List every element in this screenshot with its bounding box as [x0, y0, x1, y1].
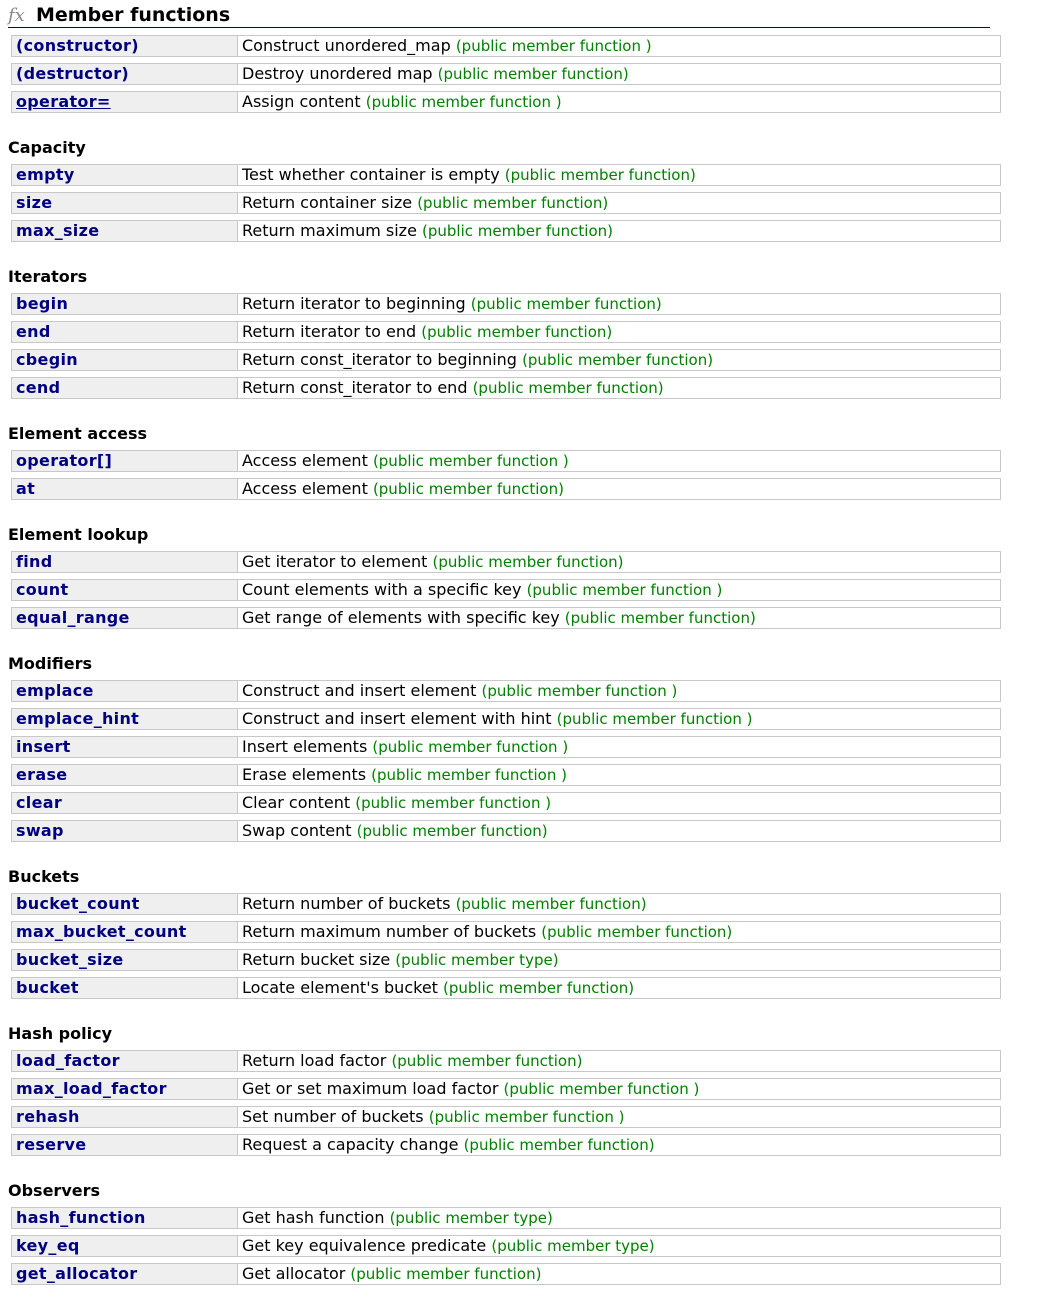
member-description [238, 92, 1000, 112]
table-row [11, 450, 1001, 472]
member-name-link[interactable]: key_eq [12, 1236, 238, 1256]
description-text: Return container size [242, 193, 413, 212]
member-kind-label: (public member function) [417, 194, 609, 212]
member-table [11, 893, 1001, 999]
table-row [11, 1235, 1001, 1257]
member-description [238, 793, 1000, 813]
member-description [238, 765, 1000, 785]
member-name-link[interactable]: emplace_hint [12, 709, 238, 729]
member-kind-label: (public member function) [472, 379, 664, 397]
section-heading-element-access: Element access [8, 424, 148, 443]
member-description [238, 737, 1000, 757]
member-description [238, 1264, 1000, 1284]
description-text: Construct and insert element [242, 681, 477, 700]
description-text: Return bucket size [242, 950, 391, 969]
table-row [11, 736, 1001, 758]
member-name-link[interactable]: load_factor [12, 1051, 238, 1071]
description-text: Get range of elements with specific key [242, 608, 560, 627]
member-table [11, 450, 1001, 500]
member-name-link[interactable]: operator= [12, 92, 238, 112]
table-row [11, 820, 1001, 842]
member-kind-label: (public member function) [504, 166, 696, 184]
page-title: Member functions [36, 4, 231, 26]
description-text: Access element [242, 479, 368, 498]
member-name-link[interactable]: cend [12, 378, 238, 398]
table-row [11, 164, 1001, 186]
member-kind-label: (public member function ) [365, 93, 562, 111]
member-kind-label: (public member function) [372, 480, 564, 498]
table-row [11, 680, 1001, 702]
member-description [238, 1236, 1000, 1256]
table-row [11, 708, 1001, 730]
member-name-link[interactable]: operator[] [12, 451, 238, 471]
member-name-link[interactable]: at [12, 479, 238, 499]
member-groups [8, 35, 1052, 1285]
table-row [11, 1207, 1001, 1229]
section-heading-hash-policy: Hash policy [8, 1024, 112, 1043]
member-name-link[interactable]: emplace [12, 681, 238, 701]
table-row [11, 1134, 1001, 1156]
member-kind-label: (public member function ) [526, 581, 723, 599]
member-name-link[interactable]: find [12, 552, 238, 572]
member-kind-label: (public member function ) [455, 37, 652, 55]
member-name-link[interactable]: empty [12, 165, 238, 185]
member-description [238, 1208, 1000, 1228]
member-kind-label: (public member function) [437, 65, 629, 83]
member-kind-label: (public member function ) [372, 452, 569, 470]
member-description [238, 608, 1000, 628]
member-kind-label: (public member function ) [371, 766, 567, 784]
member-description [238, 978, 1000, 998]
member-description [238, 221, 1000, 241]
section-heading-capacity: Capacity [8, 138, 86, 157]
member-kind-label: (public member function) [443, 979, 635, 997]
member-kind-label: (public member function ) [428, 1108, 625, 1126]
description-text: Clear content [242, 793, 351, 812]
member-name-link[interactable]: cbegin [12, 350, 238, 370]
member-description [238, 479, 1000, 499]
description-text: Swap content [242, 821, 352, 840]
table-row [11, 35, 1001, 57]
table-row [11, 293, 1001, 315]
description-text: Construct and insert element with hint [242, 709, 552, 728]
member-kind-label: (public member function) [564, 609, 756, 627]
section-heading-iterators: Iterators [8, 267, 88, 286]
table-row [11, 1078, 1001, 1100]
member-name-link[interactable]: bucket_size [12, 950, 238, 970]
member-description [238, 64, 1000, 84]
member-name-link[interactable]: equal_range [12, 608, 238, 628]
member-description [238, 922, 1000, 942]
member-description [238, 378, 1000, 398]
member-kind-label: (public member function) [422, 222, 614, 240]
description-text: Return iterator to end [242, 322, 417, 341]
table-row [11, 977, 1001, 999]
member-name-link[interactable]: hash_function [12, 1208, 238, 1228]
description-text: Assign content [242, 92, 361, 111]
member-table [11, 35, 1001, 113]
description-text: Return number of buckets [242, 894, 451, 913]
description-text: Return iterator to beginning [242, 294, 466, 313]
member-name-link[interactable]: max_bucket_count [12, 922, 238, 942]
member-name-link[interactable]: swap [12, 821, 238, 841]
member-name-link[interactable]: bucket_count [12, 894, 238, 914]
table-row [11, 607, 1001, 629]
member-name-link[interactable]: (constructor) [12, 36, 238, 56]
member-description [238, 580, 1000, 600]
description-text: Destroy unordered map [242, 64, 433, 83]
table-row [11, 220, 1001, 242]
member-name-link[interactable]: insert [12, 737, 238, 757]
member-kind-label: (public member function) [522, 351, 714, 369]
member-kind-label: (public member function ) [556, 710, 753, 728]
description-text: Locate element's bucket [242, 978, 438, 997]
member-name-link[interactable]: begin [12, 294, 238, 314]
member-kind-label: (public member function) [356, 822, 548, 840]
member-description [238, 294, 1000, 314]
member-name-link[interactable]: erase [12, 765, 238, 785]
member-description [238, 1051, 1000, 1071]
section-heading-observers: Observers [8, 1181, 101, 1200]
member-kind-label: (public member type) [491, 1237, 655, 1255]
member-description [238, 894, 1000, 914]
description-text: Return load factor [242, 1051, 387, 1070]
description-text: Insert elements [242, 737, 368, 756]
member-description [238, 709, 1000, 729]
description-text: Return const_iterator to end [242, 378, 468, 397]
table-row [11, 764, 1001, 786]
description-text: Test whether container is empty [242, 165, 500, 184]
description-text: Access element [242, 451, 368, 470]
member-kind-label: (public member function ) [355, 794, 552, 812]
member-table [11, 680, 1001, 842]
table-row [11, 349, 1001, 371]
member-kind-label: (public member type) [395, 951, 559, 969]
member-kind-label: (public member function) [421, 323, 613, 341]
member-name-link[interactable]: bucket [12, 978, 238, 998]
member-description [238, 1135, 1000, 1155]
table-row [11, 921, 1001, 943]
page-header [8, 0, 990, 28]
member-kind-label: (public member function) [432, 553, 624, 571]
member-kind-label: (public member function) [350, 1265, 542, 1283]
description-text: Count elements with a specific key [242, 580, 522, 599]
section-heading-buckets: Buckets [8, 867, 80, 886]
table-row [11, 478, 1001, 500]
table-row [11, 1050, 1001, 1072]
member-kind-label: (public member function) [391, 1052, 583, 1070]
member-kind-label: (public member function ) [372, 738, 569, 756]
member-name-link[interactable]: size [12, 193, 238, 213]
table-row [11, 792, 1001, 814]
description-text: Set number of buckets [242, 1107, 424, 1126]
member-description [238, 681, 1000, 701]
member-table [11, 1050, 1001, 1156]
member-kind-label: (public member function) [463, 1136, 655, 1154]
description-text: Get iterator to element [242, 552, 428, 571]
description-text: Return const_iterator to beginning [242, 350, 517, 369]
table-row [11, 321, 1001, 343]
table-row [11, 377, 1001, 399]
member-table [11, 164, 1001, 242]
table-row [11, 1106, 1001, 1128]
member-name-link[interactable]: max_load_factor [12, 1079, 238, 1099]
member-kind-label: (public member function) [470, 295, 662, 313]
description-text: Construct unordered_map [242, 36, 451, 55]
description-text: Get allocator [242, 1264, 346, 1283]
member-description [238, 821, 1000, 841]
description-text: Get hash function [242, 1208, 385, 1227]
member-description [238, 1107, 1000, 1127]
member-table [11, 1207, 1001, 1285]
member-name-link[interactable]: count [12, 580, 238, 600]
member-table [11, 551, 1001, 629]
table-row [11, 192, 1001, 214]
table-row [11, 893, 1001, 915]
description-text: Get key equivalence predicate [242, 1236, 487, 1255]
table-row [11, 551, 1001, 573]
section-heading-element-lookup: Element lookup [8, 525, 149, 544]
table-row [11, 63, 1001, 85]
member-description [238, 193, 1000, 213]
member-description [238, 165, 1000, 185]
member-description [238, 36, 1000, 56]
member-description [238, 322, 1000, 342]
table-row [11, 91, 1001, 113]
description-text: Get or set maximum load factor [242, 1079, 499, 1098]
member-description [238, 552, 1000, 572]
member-description [238, 451, 1000, 471]
member-name-link[interactable]: max_size [12, 221, 238, 241]
member-description [238, 350, 1000, 370]
section-heading-modifiers: Modifiers [8, 654, 92, 673]
description-text: Return maximum size [242, 221, 417, 240]
description-text: Request a capacity change [242, 1135, 459, 1154]
member-table [11, 293, 1001, 399]
member-kind-label: (public member type) [389, 1209, 553, 1227]
table-row [11, 579, 1001, 601]
member-kind-label: (public member function ) [503, 1080, 700, 1098]
description-text: Return maximum number of buckets [242, 922, 537, 941]
member-kind-label: (public member function ) [481, 682, 678, 700]
member-name-link[interactable]: rehash [12, 1107, 238, 1127]
member-name-link[interactable]: end [12, 322, 238, 342]
member-description [238, 1079, 1000, 1099]
member-kind-label: (public member function) [541, 923, 733, 941]
member-description [238, 950, 1000, 970]
member-name-link[interactable]: reserve [12, 1135, 238, 1155]
member-name-link[interactable]: clear [12, 793, 238, 813]
description-text: Erase elements [242, 765, 367, 784]
member-name-link[interactable]: (destructor) [12, 64, 238, 84]
table-row [11, 949, 1001, 971]
member-name-link[interactable]: get_allocator [12, 1264, 238, 1284]
fx-icon: fx [8, 5, 25, 26]
table-row [11, 1263, 1001, 1285]
member-kind-label: (public member function) [455, 895, 647, 913]
